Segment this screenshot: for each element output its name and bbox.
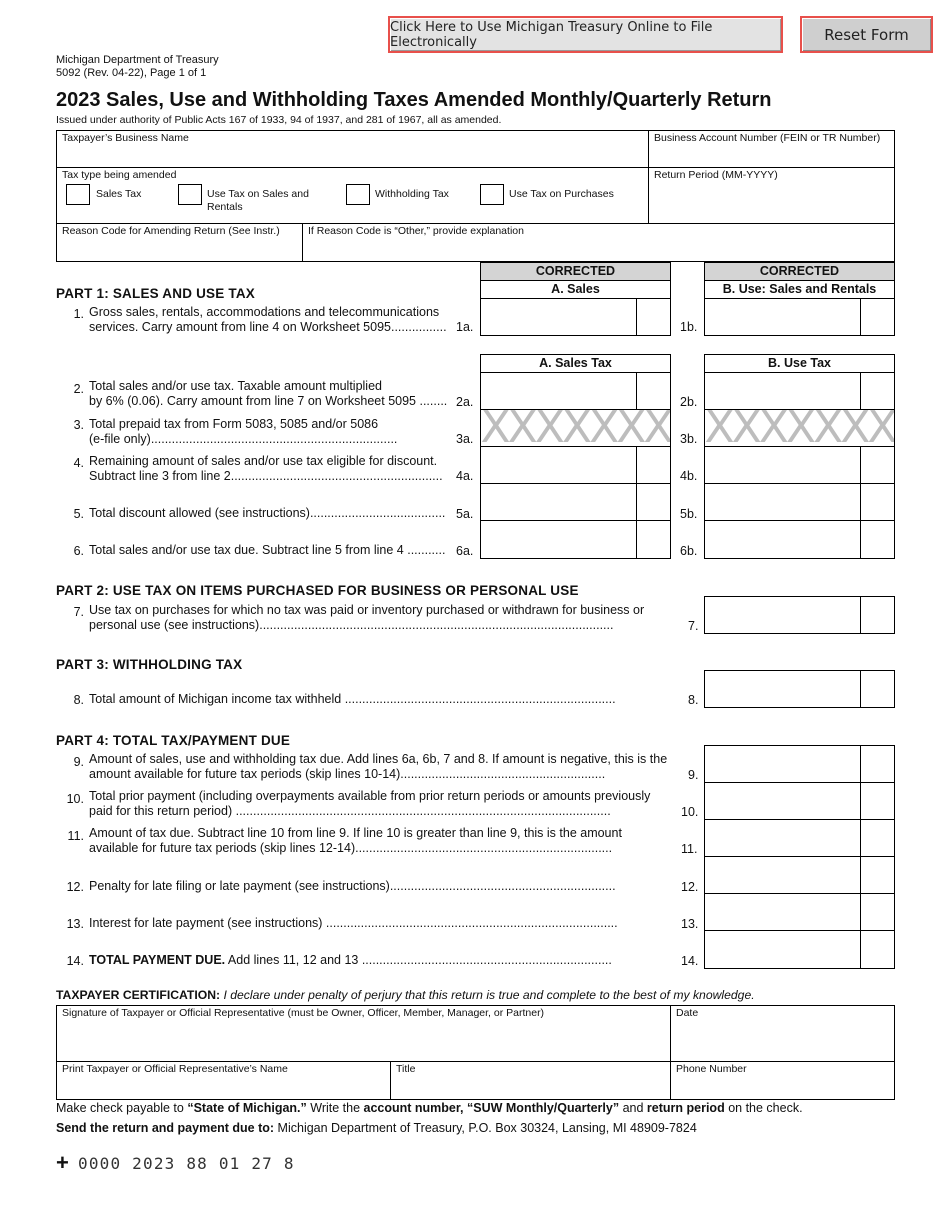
line-14-input[interactable] [704,930,895,969]
line-code: 1a. [456,320,474,334]
business-name-field[interactable]: Taxpayer’s Business Name [62,132,189,144]
footer-text: Make check payable to [56,1101,188,1115]
line-7-text [89,603,644,633]
signature-field[interactable]: Signature of Taxpayer or Official Representative (must be Owner, Officer, Member, Manager, or Partner) [62,1007,545,1019]
account-number-field[interactable]: Business Account Number (FEIN or TR Number) [654,132,881,144]
cents-cell [636,447,670,483]
column-b-use-tax-header: B. Use Tax [704,354,895,373]
line-code: 5b. [680,507,698,521]
divider [56,167,895,168]
line-4a-input[interactable] [480,446,671,484]
line-2a-input[interactable] [480,372,671,410]
withholding-tax-checkbox[interactable] [346,184,370,205]
line-text: Total prepaid tax from Form 5083, 5085 and/or 5086 [89,417,379,431]
title-field[interactable]: Title [396,1063,416,1075]
phone-field[interactable]: Phone Number [676,1063,747,1075]
line-number: 5. [73,507,84,521]
line-number: 4. [73,456,84,470]
line-10-input[interactable] [704,782,895,820]
line-code: 4a. [456,469,474,483]
column-a-sales-tax-header: A. Sales Tax [480,354,671,373]
certification-statement [56,988,755,1002]
line-text: Total sales and/or use tax due. Subtract line 5 from line 4 ........... [89,543,446,557]
footer-text: Michigan Department of Treasury, P.O. Box 30324, Lansing, MI 48909-7824 [274,1121,697,1135]
mailing-instructions [56,1121,697,1135]
line-text: Amount of tax due. Subtract line 10 from line 9. If line 10 is greater than line 9, this is the amount [89,826,622,840]
plus-icon: + [56,1150,69,1175]
line-1a-input[interactable] [480,298,671,336]
cents-cell [636,299,670,335]
cents-cell [636,484,670,520]
line-number: 13. [66,917,84,931]
line-code: 5a. [456,507,474,521]
agency-name: Michigan Department of Treasury [56,54,219,66]
line-7-input[interactable] [704,596,895,634]
line-code: 1b. [680,320,698,334]
line-code: 6a. [456,544,474,558]
line-2b-input[interactable] [704,372,895,410]
date-field[interactable]: Date [676,1007,699,1019]
line-text: Gross sales, rentals, accommodations and telecommunications [89,305,440,319]
line-number: 9. [73,755,84,769]
cents-cell [860,783,894,819]
line-11-input[interactable] [704,819,895,857]
line-code: 12. [681,880,699,894]
line-3-text [89,417,397,447]
footer-bold: Send the return and payment due to: [56,1121,275,1135]
reason-explanation-field[interactable]: If Reason Code is “Other,” provide explanation [308,225,524,237]
line-10-text [89,789,650,819]
line-number: 3. [73,418,84,432]
line-9-text [89,752,667,782]
footer-bold: account number, “SUW Monthly/Quarterly” [363,1101,620,1115]
line-4-text [89,454,443,484]
form-id: 5092 (Rev. 04-22), Page 1 of 1 [56,67,207,79]
line-code: 4b. [680,469,698,483]
line-13-input[interactable] [704,893,895,931]
line-text: Total prior payment (including overpayments available from prior return periods or amounts previously [89,789,651,803]
line-1-text [89,305,447,335]
footer-bold: return period [646,1101,725,1115]
line-9-input[interactable] [704,745,895,783]
tax-type-label: Tax type being amended [62,169,177,181]
line-6b-input[interactable] [704,520,895,559]
line-text: services. Carry amount from line 4 on Worksheet 5095................ [89,320,447,334]
withholding-tax-label: Withholding Tax [375,188,449,200]
use-tax-purchases-checkbox[interactable] [480,184,504,205]
line-8-text: Total amount of Michigan income tax withheld .............................................................................. [89,692,616,706]
line-code: 2a. [456,395,474,409]
line-number: 8. [73,693,84,707]
footer-text: and [619,1101,647,1115]
line-code: 3b. [680,432,698,446]
sales-tax-label: Sales Tax [96,188,142,200]
line-12-input[interactable] [704,856,895,894]
line-number: 1. [73,307,84,321]
line-text: available for future tax periods (skip lines 12-14).......................................................................... [89,841,613,855]
use-tax-sales-rentals-checkbox[interactable] [178,184,202,205]
footer-bold: “State of Michigan.” [187,1101,307,1115]
line-6a-input[interactable] [480,520,671,559]
cents-cell [860,373,894,409]
part4-heading: PART 4: TOTAL TAX/PAYMENT DUE [56,733,291,748]
divider [670,1005,671,1100]
footer-text: Write the [306,1101,364,1115]
line-text: by 6% (0.06). Carry amount from line 7 on Worksheet 5095 ........ [89,394,448,408]
sales-tax-checkbox[interactable] [66,184,90,205]
line-text: Remaining amount of sales and/or use tax eligible for discount. [89,454,438,468]
line-code: 11. [681,842,698,856]
page-title: 2023 Sales, Use and Withholding Taxes Amended Monthly/Quarterly Return [56,89,772,111]
line-5-text [89,506,445,521]
line-text: Amount of sales, use and withholding tax due. Add lines 6a, 6b, 7 and 8. If amount is negative, this is the [89,752,668,766]
corrected-header-a: CORRECTED [480,262,671,281]
line-number: 7. [73,605,84,619]
line-text: paid for this return period) ............................................................................................................ [89,804,611,818]
cents-cell [860,894,894,930]
line-text: amount available for future tax periods (skip lines 10-14)........................................................... [89,767,606,781]
line-code: 7. [688,619,699,633]
line-11-text [89,826,622,856]
cents-cell [860,820,894,856]
line-6-text [89,543,445,558]
cents-cell [860,597,894,633]
xmark-fill: XXXXXXX [480,409,671,447]
certification-text: I declare under penalty of perjury that this return is true and complete to the best of my knowledge. [220,988,755,1002]
cents-cell [860,521,894,558]
line-code: 2b. [680,395,698,409]
line-text: Use tax on purchases for which no tax was paid or inventory purchased or withdrawn for business or [89,603,645,617]
line-12-text: Penalty for late filing or late payment (see instructions)................................................................. [89,879,616,893]
divider [648,130,649,224]
authority-note: Issued under authority of Public Acts 167 of 1933, 94 of 1937, and 281 of 1967, all as amended. [56,114,502,126]
line-number: 11. [67,829,84,843]
cents-cell [636,521,670,558]
use-tax-purchases-label: Use Tax on Purchases [509,188,614,200]
footer-text: on the check. [724,1101,803,1115]
line-code: 9. [688,768,699,782]
line-code: 6b. [680,544,698,558]
column-a-sales-header: A. Sales [480,280,671,299]
return-period-field[interactable]: Return Period (MM-YYYY) [654,169,778,181]
use-tax-sales-rentals-label: Use Tax on Sales and Rentals [207,188,309,213]
line-14-text [89,953,612,968]
line-5a-input[interactable] [480,483,671,521]
line-number: 12. [66,880,84,894]
line-text: Add lines 11, 12 and 13 ........................................................................ [225,953,612,967]
cents-cell [860,299,894,335]
line-13-text: Interest for late payment (see instructions) .................................................................................... [89,916,618,930]
cents-cell [860,484,894,520]
line-3a-crossed-out [480,409,671,447]
part1-heading: PART 1: SALES AND USE TAX [56,286,256,301]
line-5b-input[interactable] [704,483,895,521]
cents-cell [860,746,894,782]
divider [390,1061,391,1100]
line-number: 2. [73,382,84,396]
form-scan-code: 0000 2023 88 01 27 8 [78,1154,295,1173]
line-number: 10. [66,792,84,806]
reset-form-button[interactable]: Reset Form [800,16,933,53]
certification-heading: TAXPAYER CERTIFICATION: [56,988,221,1002]
divider [56,223,895,224]
line-code: 3a. [456,432,474,446]
divider [56,1061,895,1062]
line-2-text [89,379,447,409]
cents-cell [860,671,894,707]
certification-box [56,1005,895,1100]
cents-cell [860,931,894,968]
line-text: personal use (see instructions)...................................................................................................... [89,618,614,632]
total-payment-label: TOTAL PAYMENT DUE. [89,953,226,967]
line-number: 14. [66,954,84,968]
print-name-field[interactable]: Print Taxpayer or Official Representative’s Name [62,1063,288,1075]
line-4b-input[interactable] [704,446,895,484]
file-electronically-button[interactable]: Click Here to Use Michigan Treasury Online to File Electronically [388,16,783,53]
reason-code-field[interactable]: Reason Code for Amending Return (See Instr.) [62,225,280,237]
part3-heading: PART 3: WITHHOLDING TAX [56,657,243,672]
column-b-use-header: B. Use: Sales and Rentals [704,280,895,299]
corrected-header-b: CORRECTED [704,262,895,281]
part2-heading: PART 2: USE TAX ON ITEMS PURCHASED FOR BUSINESS OR PERSONAL USE [56,583,579,598]
line-code: 13. [681,917,699,931]
payment-instructions [56,1101,803,1115]
xmark-fill: XXXXXXX [704,409,895,447]
line-text: Total sales and/or use tax. Taxable amount multiplied [89,379,382,393]
line-1b-input[interactable] [704,298,895,336]
cents-cell [860,447,894,483]
line-text: (e-file only)....................................................................... [89,432,398,446]
divider [302,223,303,262]
line-code: 8. [688,693,699,707]
line-8-input[interactable] [704,670,895,708]
line-3b-crossed-out [704,409,895,447]
line-number: 6. [73,544,84,558]
line-text: Total discount allowed (see instructions)....................................... [89,506,446,520]
cents-cell [636,373,670,409]
line-code: 10. [681,805,699,819]
line-text: Subtract line 3 from line 2............................................................. [89,469,443,483]
cents-cell [860,857,894,893]
line-code: 14. [681,954,699,968]
